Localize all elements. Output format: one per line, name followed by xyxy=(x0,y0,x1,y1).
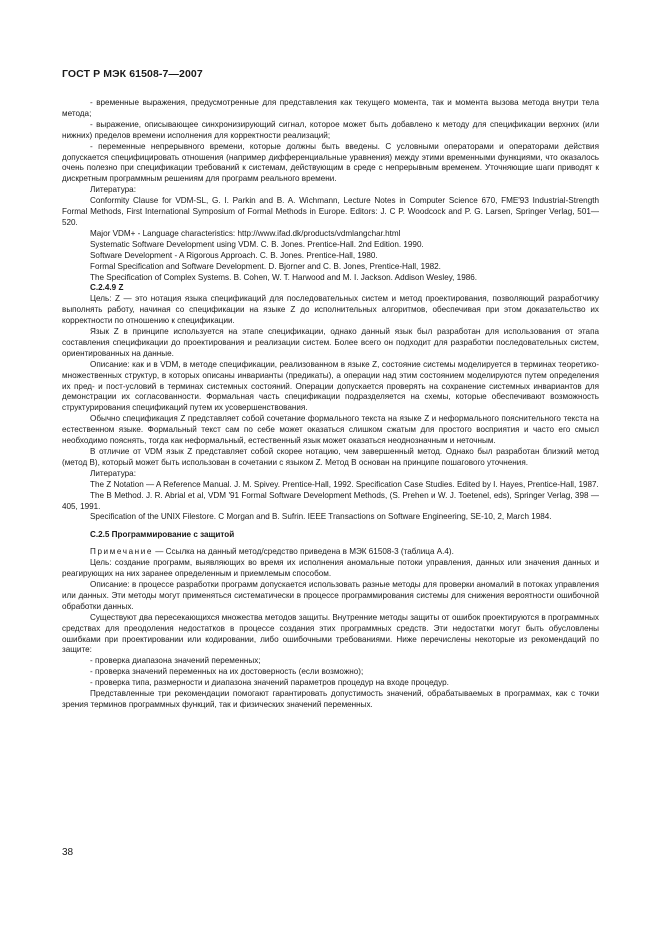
paragraph: Язык Z в принципе используется на этапе спецификации, однако данный язык был разработан для использования от этапа составления спецификации до проектирования и реализации систем. Более всего он подходит для разработки последовательных систем, ориентированных на данные. xyxy=(62,327,599,358)
paragraph: Цель: создание программ, выявляющих во время их исполнения аномальные потоки управления, данных или значения данных и реагирующих на них заранее определенным и приемлемым способом. xyxy=(62,558,599,579)
reference-item: The B Method. J. R. Abrial et al, VDM '91 Formal Software Development Methods, (S. Prehen и W. J. Toetenel, eds), Springer Verlag, 398 — 405, 1991. xyxy=(62,490,599,511)
reference-item: Specification of the UNIX Filestore. C Morgan and B. Sufrin. IEEE Transactions on Software Engineering, SE-10, 2, March 1984. xyxy=(90,512,552,522)
reference-item: Software Development - A Rigorous Approach. C. B. Jones. Prentice-Hall, 1980. xyxy=(90,250,378,260)
reference-item: Major VDM+ - Language characteristics: http://www.ifad.dk/products/vdmlangchar.html xyxy=(90,228,401,238)
document-body xyxy=(62,98,599,711)
page-number: 38 xyxy=(62,847,74,858)
note-paragraph xyxy=(62,547,599,558)
list-item: - проверка диапазона значений переменных; xyxy=(90,656,261,666)
literature-heading: Литература: xyxy=(90,185,136,195)
note-text: — Ссылка на данный метод/средство приведена в МЭК 61508-3 (таблица А.4). xyxy=(153,547,454,557)
section-heading: C.2.5 Программирование с защитой xyxy=(90,530,235,540)
section-heading: C.2.4.9 Z xyxy=(90,283,124,293)
paragraph: Обычно спецификация Z представляет собой сочетание формального текста на языке Z и неформального пояснительного текста на естественном языке. Формальный текст сам по себе может оказаться слишком сжатым для простого восприятия и часто его смысл необходимо пояснять, тогда как неформальный, естественный язык может оказаться неоднозначным и неточным. xyxy=(62,414,599,446)
list-item: - проверка типа, размерности и диапазона значений параметров процедур на входе процедур. xyxy=(90,678,449,688)
paragraph: В отличие от VDM язык Z представляет собой скорее нотацию, чем завершенный метод. Однако был разработан близкий метод (метод B), который может быть использован в сочетании с языком Z. Метод B основан на принципе пошагового уточнения. xyxy=(62,447,599,467)
reference-item: The Specification of Complex Systems. B. Cohen, W. T. Harwood and M. I. Jackson. Addison Wesley, 1986. xyxy=(90,272,478,282)
paragraph: - временные выражения, предусмотренные для представления как текущего момента, так и момента вызова метода внутри тела метода; xyxy=(62,98,599,118)
paragraph: Описание: как и в VDM, в методе спецификации, реализованном в языке Z, состояние системы моделируется в терминах теоретико-множественных структур, в которых описаны инварианты (предикаты), а операции над этим состоянием моделируются путем определения их пред- и пост-условий в терминах системных состояний. Операции допускается проверять на сохранение системных инвариантов для демонстрации их согласованности. Формальная часть спецификации подразделяется на схемы, которые обеспечивают возможность структурирования спецификаций путем их усовершенствования. xyxy=(62,359,599,413)
list-item: - проверка значений переменных на их достоверность (если возможно); xyxy=(90,667,364,677)
paragraph: - переменные непрерывного времени, которые должны быть введены. С условными операторами и операторами действия допускается специфицировать отношения (например дифференциальные уравнения) между этими временными функциями, что оказалось очень полезно при спецификации требований к системам, действующим в среде с непрерывным временем. Уточняющие шаги приводят к дискретным программным решениям для программ реального времени. xyxy=(62,141,599,184)
paragraph: Описание: в процессе разработки программ допускается использовать разные методы для проверки аномалий в потоках управления или данных. Эти методы могут применяться систематически в процессе программирования системы для снижения вероятности ошибочной обработки данных. xyxy=(62,579,599,611)
reference-item: Formal Specification and Software Development. D. Bjorner and C. B. Jones, Prentice-Hall, 1982. xyxy=(90,261,441,271)
reference-item: Conformity Clause for VDM-SL, G. I. Parkin and B. A. Wichmann, Lecture Notes in Computer Science 670, FME'93 Industrial-Strength Formal Methods, First International Symposium of Formal Methods in Europe. Editors: J. C P. Woodcock and P. G. Larsen, Springer Verlag, 501—520. xyxy=(62,196,599,227)
reference-item: Systematic Software Development using VDM. C. B. Jones. Prentice-Hall. 2nd Edition. 1990. xyxy=(90,239,424,249)
paragraph: Цель: Z — это нотация языка спецификаций для последовательных систем и метод проектирования, позволяющий разработчику выполнять работу, начиная со спецификации на языке Z до исполнительных алгоритмов, обеспечивая при этом доказательство их корректности по отношению к спецификации. xyxy=(62,294,599,326)
literature-heading: Литература: xyxy=(90,468,136,478)
reference-item: The Z Notation — A Reference Manual. J. M. Spivey. Prentice-Hall, 1992. Specification Case Studies. Edited by I. Hayes, Prentice-Hall, 1987. xyxy=(90,479,599,489)
document-header: ГОСТ Р МЭК 61508-7—2007 xyxy=(62,68,203,80)
paragraph: - выражение, описывающее синхронизирующий сигнал, которое может быть добавлено к методу для спецификации верхних (или нижних) пределов времени исполнения для корректности реализаций; xyxy=(62,119,599,140)
paragraph: Представленные три рекомендации помогают гарантировать допустимость значений, обрабатываемых в программах, как с точки зрения терминов программных функций, так и физических значений переменных. xyxy=(62,689,599,709)
paragraph: Существуют два пересекающихся множества методов защиты. Внутренние методы защиты от ошибок проектируются в программных средствах для преодоления недостатков в процессе создания этих программных средств. Эти недостатки могут быть обусловлены ошибками при проектировании или кодировании, либо ошибочными требованиями. Ниже перечислены некоторые из рекомендаций по защите: xyxy=(62,612,599,655)
note-label: Примечание xyxy=(90,547,154,557)
